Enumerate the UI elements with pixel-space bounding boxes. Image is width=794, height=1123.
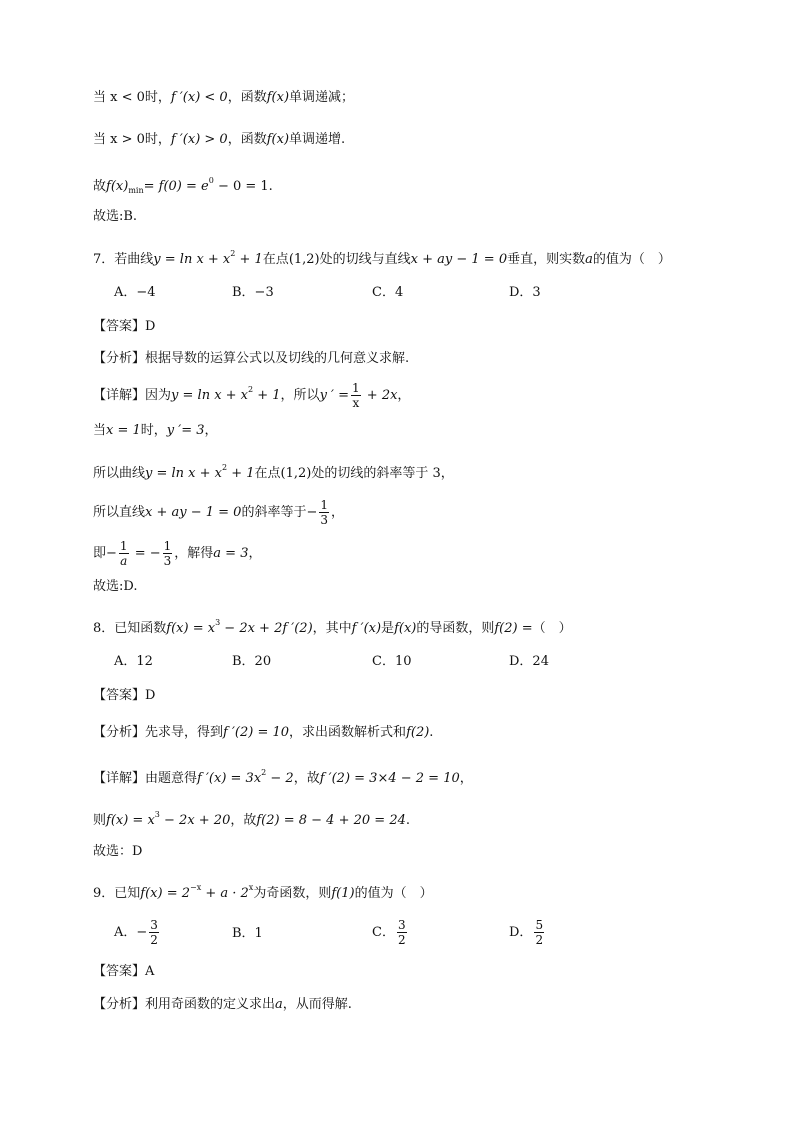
analysis-line: [93, 349, 409, 369]
detail-line: [93, 498, 344, 527]
math-expr: − 0 = 1.: [213, 179, 273, 194]
denominator: 3: [320, 513, 329, 527]
text: 利用奇函数的定义求出: [145, 997, 276, 1012]
text: ，: [459, 771, 473, 786]
text: ，函数: [227, 90, 267, 105]
answer-text: D: [145, 319, 156, 334]
superscript: 3: [215, 618, 221, 627]
math-expr: + 1: [235, 252, 263, 267]
text: 为奇函数，则: [253, 886, 332, 901]
math-expr: (1,2): [280, 466, 312, 481]
denominator: 3: [163, 554, 172, 568]
option-a: A．12: [114, 654, 153, 669]
text: ，: [204, 423, 218, 438]
text: ，: [331, 505, 345, 520]
math-expr: f(1): [331, 886, 355, 901]
numerator: 1: [163, 539, 172, 553]
text: 由题意得: [145, 771, 198, 786]
option-label: C．: [372, 925, 395, 940]
math-expr: x = 1: [106, 423, 141, 438]
answer-tag: 【答案】: [93, 964, 146, 979]
numerator: 1: [320, 498, 329, 512]
text: 即: [93, 546, 107, 561]
math-expr: y = ln x + x: [171, 388, 249, 403]
question-8: [93, 613, 572, 639]
detail-line: [93, 805, 410, 831]
text: ，函数: [227, 132, 267, 147]
math-expr: f(x) = x: [166, 621, 216, 636]
numerator: 1: [119, 539, 128, 553]
text: 故: [93, 179, 107, 194]
text: .: [405, 813, 410, 828]
answer-tag: 【答案】: [93, 319, 146, 334]
detail-tag: 【详解】: [93, 771, 146, 786]
math-expr: + a · 2: [201, 886, 249, 901]
option-d: D．24: [509, 654, 549, 669]
text: 9．已知: [93, 886, 141, 901]
superscript: 3: [154, 810, 160, 819]
answer-line: [93, 686, 155, 706]
text: 所以曲线: [93, 466, 146, 481]
math-expr: f ′(2) = 10: [223, 725, 290, 740]
text: 7．若曲线: [93, 252, 154, 267]
math-expr: + 2x: [362, 388, 398, 403]
math-expr: y = ln x + x: [145, 466, 222, 481]
math-expr: x + ay − 1 = 0: [410, 252, 508, 267]
option-b: B．−3: [232, 285, 274, 300]
text: ，从而得解.: [282, 997, 352, 1012]
fraction: [319, 498, 329, 527]
solution-line: [93, 88, 354, 108]
text: .: [429, 725, 434, 740]
text: ，: [248, 546, 262, 561]
fraction: [163, 539, 173, 568]
math-expr: f(x): [266, 132, 290, 147]
superscript: 2: [261, 768, 267, 777]
numerator: 3: [150, 918, 158, 932]
option-c: C．10: [372, 654, 412, 669]
text: 8．已知函数: [93, 621, 167, 636]
detail-line: [93, 421, 218, 441]
numerator: 3: [397, 918, 406, 932]
text: 的值为（ ）: [354, 886, 433, 901]
text: ，其中: [312, 621, 352, 636]
option-b: [232, 924, 263, 944]
solution-line: [93, 130, 345, 150]
text: ，故: [230, 813, 257, 828]
text: ，: [397, 388, 411, 403]
fraction: [351, 381, 361, 410]
text: 在点: [254, 466, 281, 481]
text: 先求导，得到: [145, 725, 224, 740]
option-d: [509, 918, 546, 947]
math-expr: f(2): [406, 725, 430, 740]
text: 的导函数，则: [416, 621, 495, 636]
text: 则: [93, 813, 107, 828]
denominator: x: [352, 396, 360, 410]
question-7: [93, 244, 671, 270]
detail-line: [93, 380, 410, 410]
analysis-line: [93, 995, 352, 1015]
math-expr: + 1: [253, 388, 281, 403]
text: 处的切线的斜率等于 3，: [311, 466, 454, 481]
text: 时，: [140, 423, 167, 438]
option-b: B．20: [232, 654, 272, 669]
answer-choice-line: 故选：D: [93, 844, 143, 859]
option-label: A．: [114, 925, 137, 940]
math-expr: f ′(x) = 3x: [197, 771, 262, 786]
math-expr: f ′(x) < 0: [170, 90, 228, 105]
denominator: 2: [535, 933, 544, 947]
option-d: D．3: [509, 285, 541, 300]
numerator: 1: [352, 381, 360, 395]
numerator: 5: [535, 918, 544, 932]
superscript: 0: [208, 176, 214, 185]
text: 当 x < 0时，: [93, 90, 171, 105]
math-expr: f(x): [266, 90, 290, 105]
text: 是: [381, 621, 395, 636]
detail-line: [93, 458, 454, 484]
detail-line: [93, 763, 473, 789]
math-expr: f(2) = 8 − 4 + 20 = 24: [256, 813, 406, 828]
math-expr: = f(0) = e: [143, 179, 209, 194]
math-expr: y = ln x + x: [153, 252, 231, 267]
detail-tag: 【详解】: [93, 388, 146, 403]
denominator: 2: [150, 933, 158, 947]
option-c: [372, 918, 409, 947]
text: 的值为（ ）: [592, 252, 671, 267]
text: 在点: [262, 252, 289, 267]
superscript: −x: [190, 883, 202, 892]
option-label: D．: [509, 925, 533, 940]
question-9: [93, 878, 433, 904]
math-expr: − 2x + 2f ′(2): [220, 621, 313, 636]
text: 因为: [145, 388, 172, 403]
text: ，求出函数解析式和: [289, 725, 407, 740]
text: （ ）: [532, 621, 572, 636]
text: 单调递增.: [289, 132, 346, 147]
math-expr: f(x): [106, 179, 129, 194]
text: 当 x > 0时，: [93, 132, 171, 147]
text: ，所以: [280, 388, 320, 403]
option-a: A．−4: [114, 285, 156, 300]
math-expr: f ′(x) > 0: [170, 132, 228, 147]
answer-tag: 【答案】: [93, 688, 146, 703]
fraction: [119, 539, 129, 568]
answer-text: A: [145, 964, 155, 979]
superscript: x: [248, 883, 254, 892]
analysis-tag: 【分析】: [93, 725, 146, 740]
math-expr: f ′(2) = 3×4 − 2 = 10: [319, 771, 460, 786]
answer-line: [93, 317, 155, 337]
math-var: a: [275, 997, 283, 1012]
math-expr: f(2) =: [494, 621, 533, 636]
text: 单调递减；: [289, 90, 355, 105]
analysis-line: [93, 723, 433, 743]
denominator: 2: [397, 933, 406, 947]
math-expr: x + ay − 1 = 0: [145, 505, 242, 520]
math-expr: f ′(x): [351, 621, 382, 636]
text: 所以直线: [93, 505, 146, 520]
analysis-tag: 【分析】: [93, 351, 146, 366]
math-expr: y ′ =: [319, 388, 350, 403]
option-a: [114, 918, 161, 947]
text: 的斜率等于: [241, 505, 307, 520]
answer-choice-line: 故选:D.: [93, 579, 138, 594]
math-expr: − 2: [266, 771, 294, 786]
fraction: [534, 918, 544, 947]
answer-choice-line: 故选:B.: [93, 209, 138, 224]
option-c: C．4: [372, 285, 404, 300]
superscript: 2: [222, 463, 228, 472]
text: 垂直，则实数: [507, 252, 586, 267]
answer-line: [93, 962, 154, 982]
math-expr: f(x) = 2: [140, 886, 190, 901]
math-expr: + 1: [227, 466, 255, 481]
math-expr: −: [136, 925, 148, 940]
math-expr: = −: [130, 546, 161, 561]
math-expr: f(x): [394, 621, 417, 636]
detail-line: [93, 539, 261, 568]
math-expr: −: [306, 505, 318, 520]
analysis-tag: 【分析】: [93, 997, 146, 1012]
math-var: a: [585, 252, 593, 267]
denominator: a: [120, 554, 128, 568]
math-expr: y ′= 3: [166, 423, 205, 438]
fraction: [149, 918, 159, 947]
option-label: B．1: [232, 926, 263, 941]
analysis-text: 根据导数的运算公式以及切线的几何意义求解.: [145, 351, 410, 366]
math-expr: −: [106, 546, 117, 561]
subscript: min: [128, 186, 144, 195]
superscript: 2: [248, 385, 254, 394]
answer-text: D: [145, 688, 156, 703]
superscript: 2: [230, 249, 236, 258]
math-expr: (1,2): [288, 252, 320, 267]
text: 当: [93, 423, 107, 438]
math-expr: f(x) = x: [106, 813, 155, 828]
solution-line: [93, 171, 273, 201]
text: ，故: [293, 771, 320, 786]
text: 处的切线与直线: [319, 252, 411, 267]
math-expr: − 2x + 20: [159, 813, 231, 828]
text: ，解得: [174, 546, 214, 561]
math-expr: a = 3: [213, 546, 249, 561]
fraction: [397, 918, 407, 947]
